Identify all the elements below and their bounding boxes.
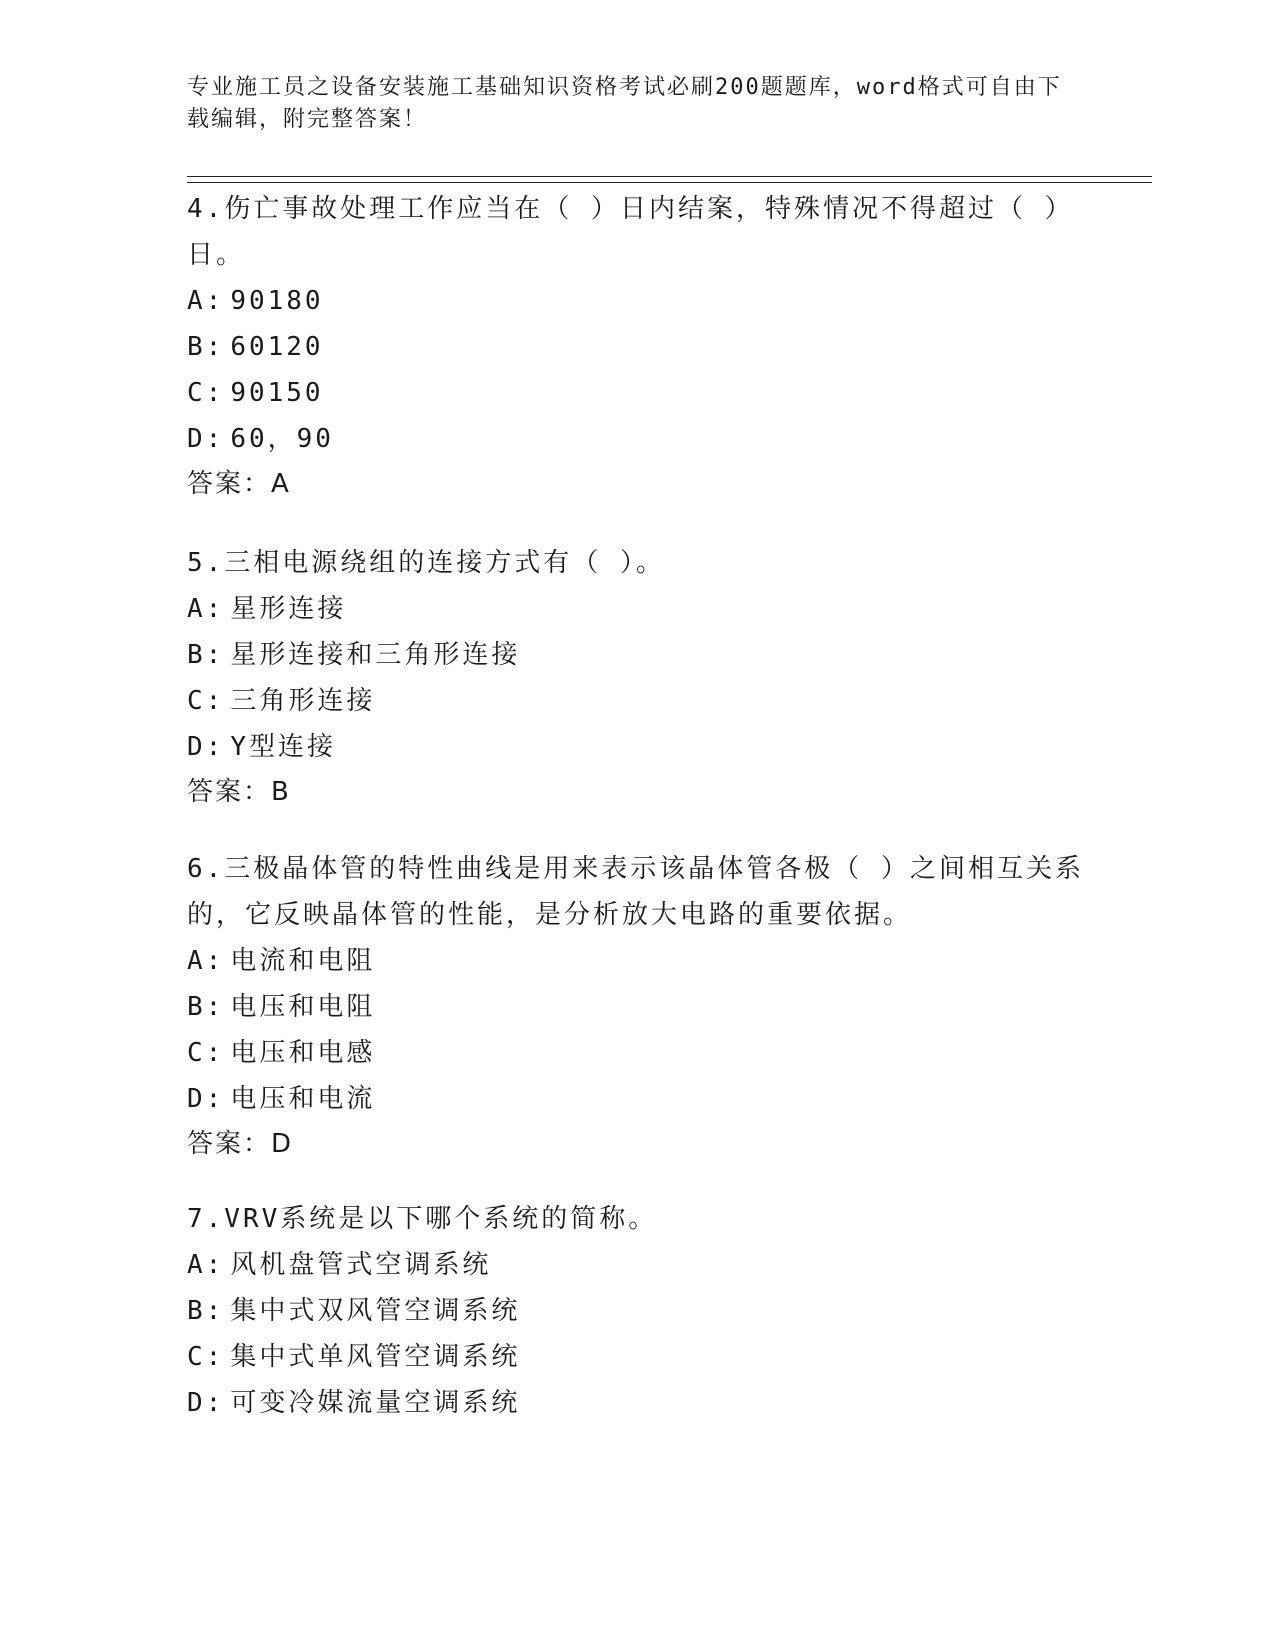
option-letter: C: — [187, 378, 225, 408]
answer-label: 答案：D — [187, 1129, 294, 1159]
option-letter: B: — [187, 640, 225, 670]
option-text: 集中式双风管空调系统 — [230, 1296, 521, 1326]
question-text: 6.三极晶体管的特性曲线是用来表示该晶体管各极（ ）之间相互关系的，它反映晶体管的性能，是分析放大电路的重要依据。 — [187, 854, 1084, 930]
option-d — [187, 1076, 1087, 1122]
option-text: 电流和电阻 — [230, 946, 376, 976]
option-b — [187, 324, 1087, 370]
option-text: 星形连接和三角形连接 — [230, 640, 521, 670]
option-b — [187, 632, 1087, 678]
option-d — [187, 1380, 1087, 1426]
option-letter: A: — [187, 594, 225, 624]
option-letter: C: — [187, 1038, 225, 1068]
document-header: 专业施工员之设备安装施工基础知识资格考试必刷200题题库，word格式可自由下载编辑，附完整答案！ — [187, 75, 1062, 132]
question-6 — [187, 846, 1087, 1166]
option-text: 可变冷媒流量空调系统 — [230, 1388, 521, 1418]
option-letter: B: — [187, 1296, 225, 1326]
option-d — [187, 416, 1087, 462]
option-c — [187, 678, 1087, 724]
question-text: 5.三相电源绕组的连接方式有（ ）。 — [187, 548, 665, 578]
option-letter: A: — [187, 286, 225, 316]
option-text: 三角形连接 — [230, 686, 376, 716]
question-7 — [187, 1196, 1087, 1426]
option-letter: D: — [187, 424, 225, 454]
option-letter: A: — [187, 1250, 225, 1280]
option-b — [187, 1288, 1087, 1334]
option-text: 60120 — [230, 332, 324, 362]
option-text: 60，90 — [230, 424, 334, 454]
option-letter: D: — [187, 1084, 225, 1114]
option-c — [187, 370, 1087, 416]
option-letter: B: — [187, 992, 225, 1022]
option-text: Y型连接 — [230, 732, 336, 762]
header-divider-top — [187, 176, 1152, 177]
question-5 — [187, 540, 1087, 814]
option-a — [187, 278, 1087, 324]
option-letter: D: — [187, 732, 225, 762]
option-a — [187, 1242, 1087, 1288]
option-c — [187, 1030, 1087, 1076]
option-b — [187, 984, 1087, 1030]
question-text: 7.VRV系统是以下哪个系统的简称。 — [187, 1204, 658, 1234]
option-letter: A: — [187, 946, 225, 976]
option-text: 电压和电感 — [230, 1038, 376, 1068]
option-text: 电压和电流 — [230, 1084, 376, 1114]
answer-label: 答案：A — [187, 469, 291, 499]
question-text: 4.伤亡事故处理工作应当在（ ）日内结案，特殊情况不得超过（ ）日。 — [187, 194, 1074, 270]
option-a — [187, 938, 1087, 984]
option-c — [187, 1334, 1087, 1380]
option-letter: B: — [187, 332, 225, 362]
option-text: 电压和电阻 — [230, 992, 376, 1022]
option-a — [187, 586, 1087, 632]
option-text: 星形连接 — [230, 594, 347, 624]
option-text: 90150 — [230, 378, 324, 408]
option-text: 风机盘管式空调系统 — [230, 1250, 492, 1280]
option-text: 集中式单风管空调系统 — [230, 1342, 521, 1372]
option-letter: D: — [187, 1388, 225, 1418]
option-letter: C: — [187, 1342, 225, 1372]
option-letter: C: — [187, 686, 225, 716]
answer-label: 答案：B — [187, 777, 291, 807]
header-divider-bottom — [187, 182, 1152, 183]
question-4 — [187, 186, 1087, 506]
option-text: 90180 — [230, 286, 324, 316]
option-d — [187, 724, 1087, 770]
